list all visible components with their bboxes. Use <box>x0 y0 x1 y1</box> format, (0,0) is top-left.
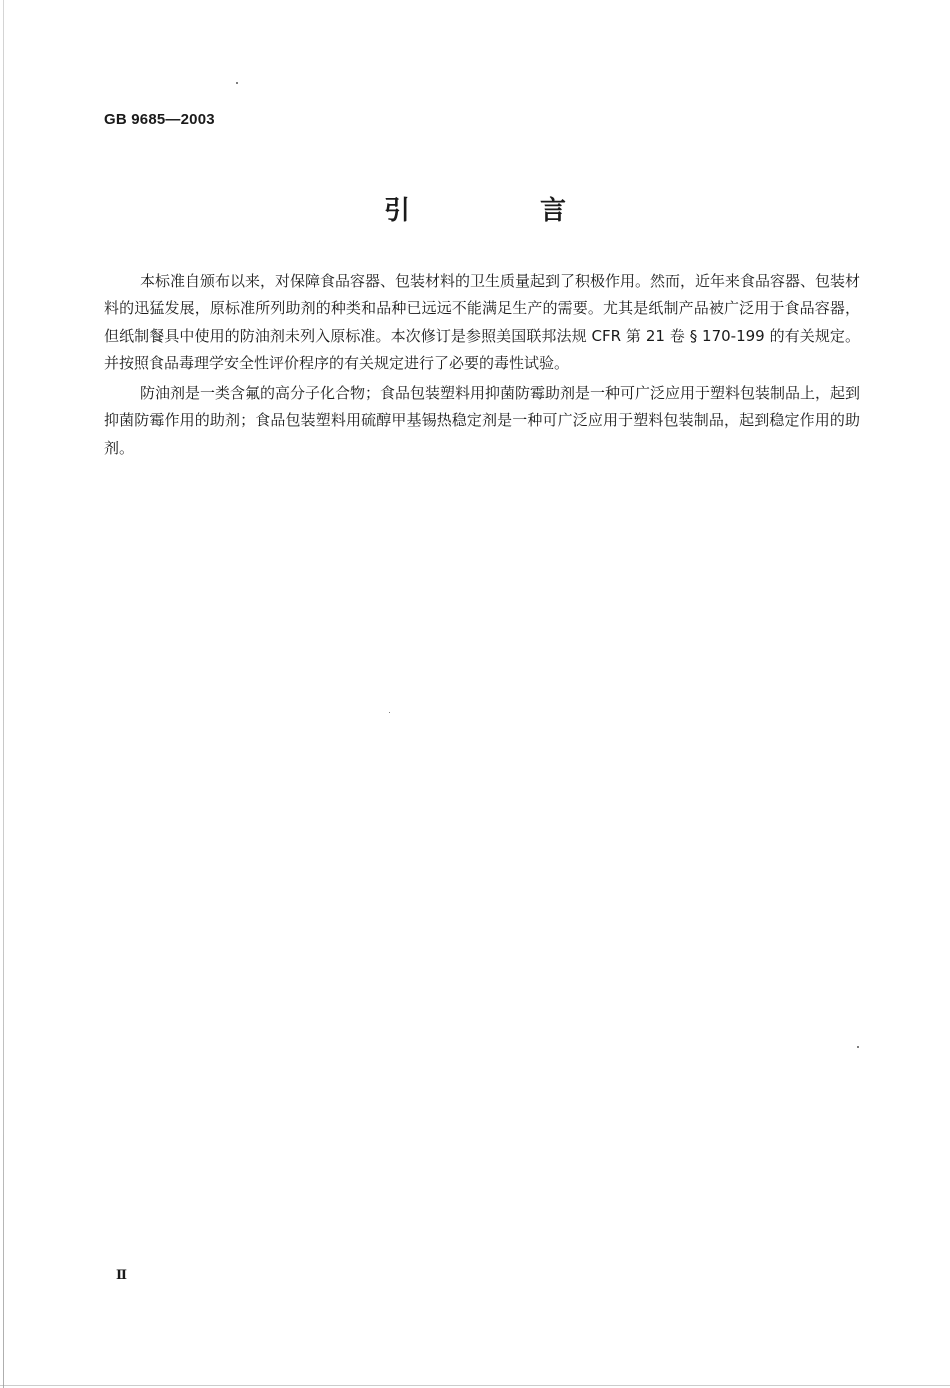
body-text <box>104 268 860 465</box>
scan-speck <box>389 712 390 713</box>
standard-number: GB 9685—2003 <box>104 111 215 128</box>
page-number: Ⅱ <box>116 1268 127 1283</box>
scan-speck <box>236 82 238 84</box>
section-title: 引 言 <box>383 196 618 226</box>
paragraph-2: 防油剂是一类含氟的高分子化合物；食品包装塑料用抑菌防霉助剂是一种可广泛应用于塑料包装制品上，起到抑菌防霉作用的助剂；食品包装塑料用硫醇甲基锡热稳定剂是一种可广泛应用于塑料包装制品，起到稳定作用的助剂。 <box>104 384 861 457</box>
scan-edge-bottom <box>0 1385 950 1386</box>
scan-speck <box>857 1046 859 1048</box>
paragraph-1: 本标准自颁布以来，对保障食品容器、包装材料的卫生质量起到了积极作用。然而，近年来食品容器、包装材料的迅猛发展，原标准所列助剂的种类和品种已远远不能满足生产的需要。尤其是纸制产品被广泛用于食品容器，但纸制餐具中使用的防油剂未列入原标准。本次修订是参照美国联邦法规 CFR 第 21 卷 § 170-199 的有关规定。并按照食品毒理学安全性评价程序的有关规定进行了必要的毒性试验。 <box>104 272 861 372</box>
